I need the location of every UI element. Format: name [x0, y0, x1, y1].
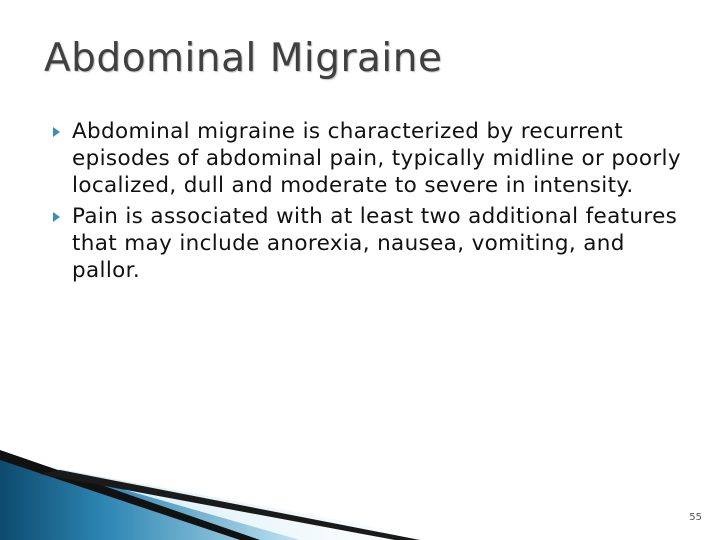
- bullet-item: [50, 118, 690, 199]
- footer-decoration: [0, 440, 720, 540]
- bullet-text: Abdominal migraine is characterized by recurrent episodes of abdominal pain, typically midline or poorly localized, dull and moderate to severe in intensity.: [72, 119, 681, 198]
- bullet-text: Pain is associated with at least two additional features that may include anorexia, nausea, vomiting, and pallor.: [72, 204, 678, 283]
- bullet-list: [50, 118, 690, 288]
- bullet-item: [50, 203, 690, 284]
- triangle-right-icon: [53, 127, 60, 137]
- slide-title: Abdominal Migraine: [44, 36, 443, 81]
- page-number: 55: [689, 512, 702, 523]
- triangle-right-icon: [53, 212, 60, 222]
